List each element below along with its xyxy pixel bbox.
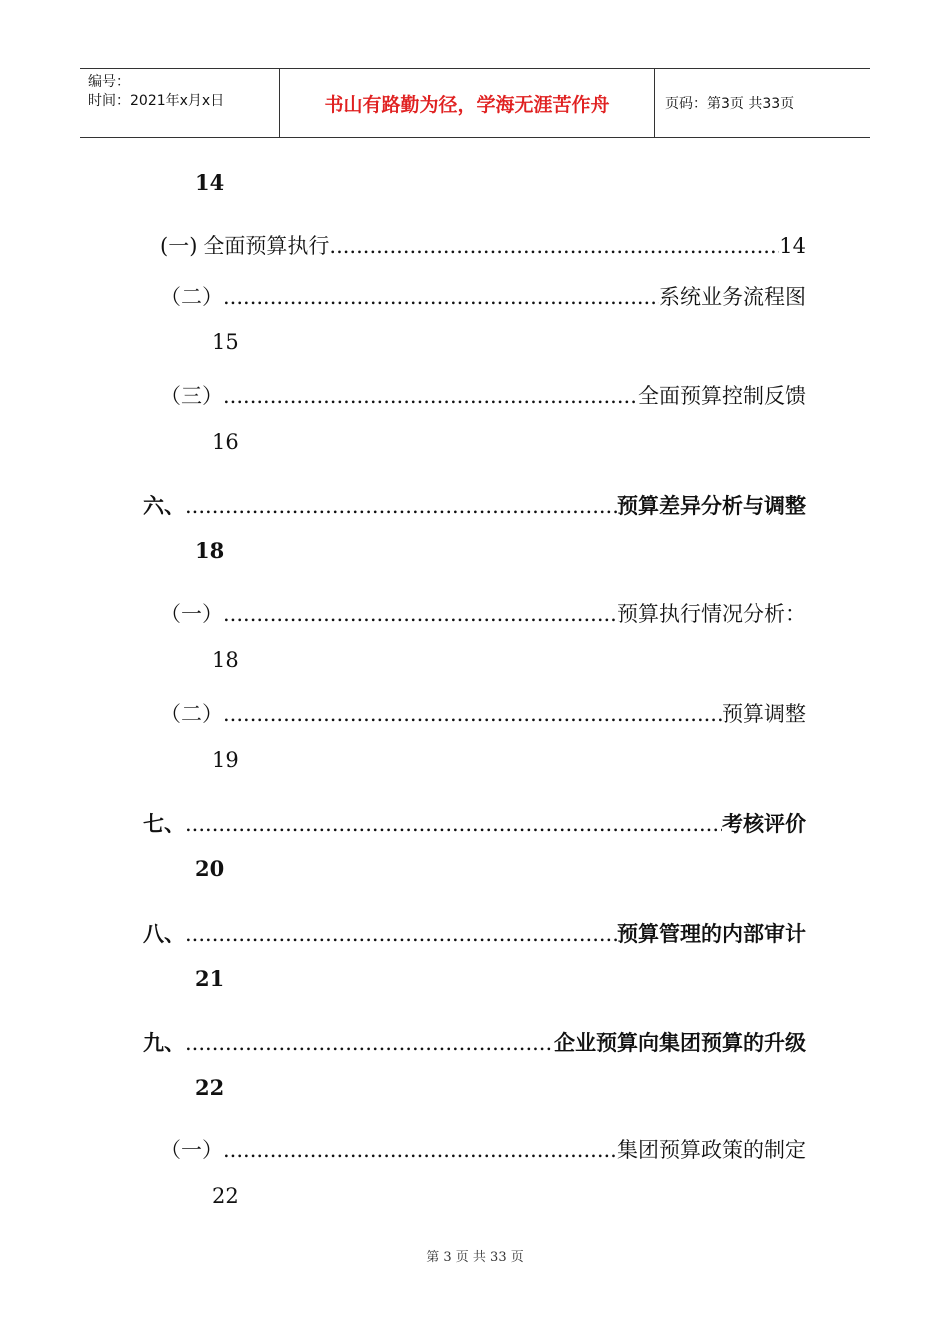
- toc-leader: [223, 602, 617, 626]
- toc-leader: [223, 285, 659, 309]
- toc-page-number: 22: [195, 1075, 225, 1100]
- toc-title: 预算执行情况分析：: [617, 602, 806, 626]
- toc-entry[interactable]: [160, 380, 806, 410]
- toc-title: 预算差异分析与调整: [617, 493, 806, 518]
- toc-leader: [223, 384, 638, 408]
- code-label: 编号：: [88, 74, 130, 90]
- toc-leader: [329, 234, 779, 258]
- toc-title: 全面预算执行: [203, 234, 330, 258]
- toc-prefix: 六、: [143, 493, 185, 518]
- toc-leader: [185, 1031, 554, 1055]
- toc-page-number: 20: [195, 856, 225, 881]
- toc-page-number: 14: [779, 234, 806, 258]
- page-footer: 第 3 页 共 33 页: [426, 1250, 524, 1265]
- toc-entry[interactable]: [160, 281, 806, 311]
- toc-entry[interactable]: [160, 1134, 806, 1164]
- toc-title: 预算管理的内部审计: [617, 921, 806, 946]
- toc-prefix: (一): [160, 234, 198, 258]
- toc-page-number: 19: [212, 748, 239, 772]
- toc-leader: [185, 922, 617, 946]
- toc-prefix: （一）: [160, 602, 223, 626]
- toc-page-number: 18: [195, 538, 225, 563]
- toc-prefix: 八、: [143, 921, 185, 946]
- toc-title: 集团预算政策的制定: [617, 1138, 806, 1162]
- toc-prefix: （一）: [160, 1138, 223, 1162]
- time-label: 时间：2021年x月x日: [88, 93, 225, 109]
- toc-leader: [223, 702, 722, 726]
- toc-title: 全面预算控制反馈: [638, 384, 806, 408]
- toc-leader: [185, 812, 722, 836]
- toc-entry[interactable]: [160, 230, 806, 260]
- toc-prefix: （二）: [160, 285, 223, 309]
- toc-page-number: 22: [212, 1184, 239, 1208]
- toc-prefix: 七、: [143, 811, 185, 836]
- header-page-info: 页码：第3页 共33页: [665, 96, 795, 112]
- toc-prefix: （二）: [160, 702, 223, 726]
- toc-entry[interactable]: [143, 490, 806, 520]
- toc-prefix: 九、: [143, 1030, 185, 1055]
- toc-title: 预算调整: [722, 702, 806, 726]
- toc-entry[interactable]: [160, 598, 806, 628]
- toc-title: 考核评价: [722, 811, 806, 836]
- toc-title: 企业预算向集团预算的升级: [554, 1030, 806, 1055]
- header-motto: 书山有路勤为径，学海无涯苦作舟: [280, 69, 655, 137]
- toc-page-number: 14: [195, 170, 225, 195]
- toc-leader: [185, 494, 617, 518]
- page-header: [80, 68, 870, 138]
- toc-page-number: 15: [212, 330, 239, 354]
- toc-entry[interactable]: [160, 698, 806, 728]
- toc-entry[interactable]: [143, 918, 806, 948]
- toc-page-number: 21: [195, 966, 225, 991]
- toc-entry[interactable]: [143, 1027, 806, 1057]
- toc-leader: [223, 1138, 617, 1162]
- toc-title: 系统业务流程图: [659, 285, 806, 309]
- header-meta: [80, 69, 280, 137]
- toc-prefix: （三）: [160, 384, 223, 408]
- toc-entry[interactable]: [143, 808, 806, 838]
- toc-page-number: 16: [212, 430, 239, 454]
- toc-page-number: 18: [212, 648, 239, 672]
